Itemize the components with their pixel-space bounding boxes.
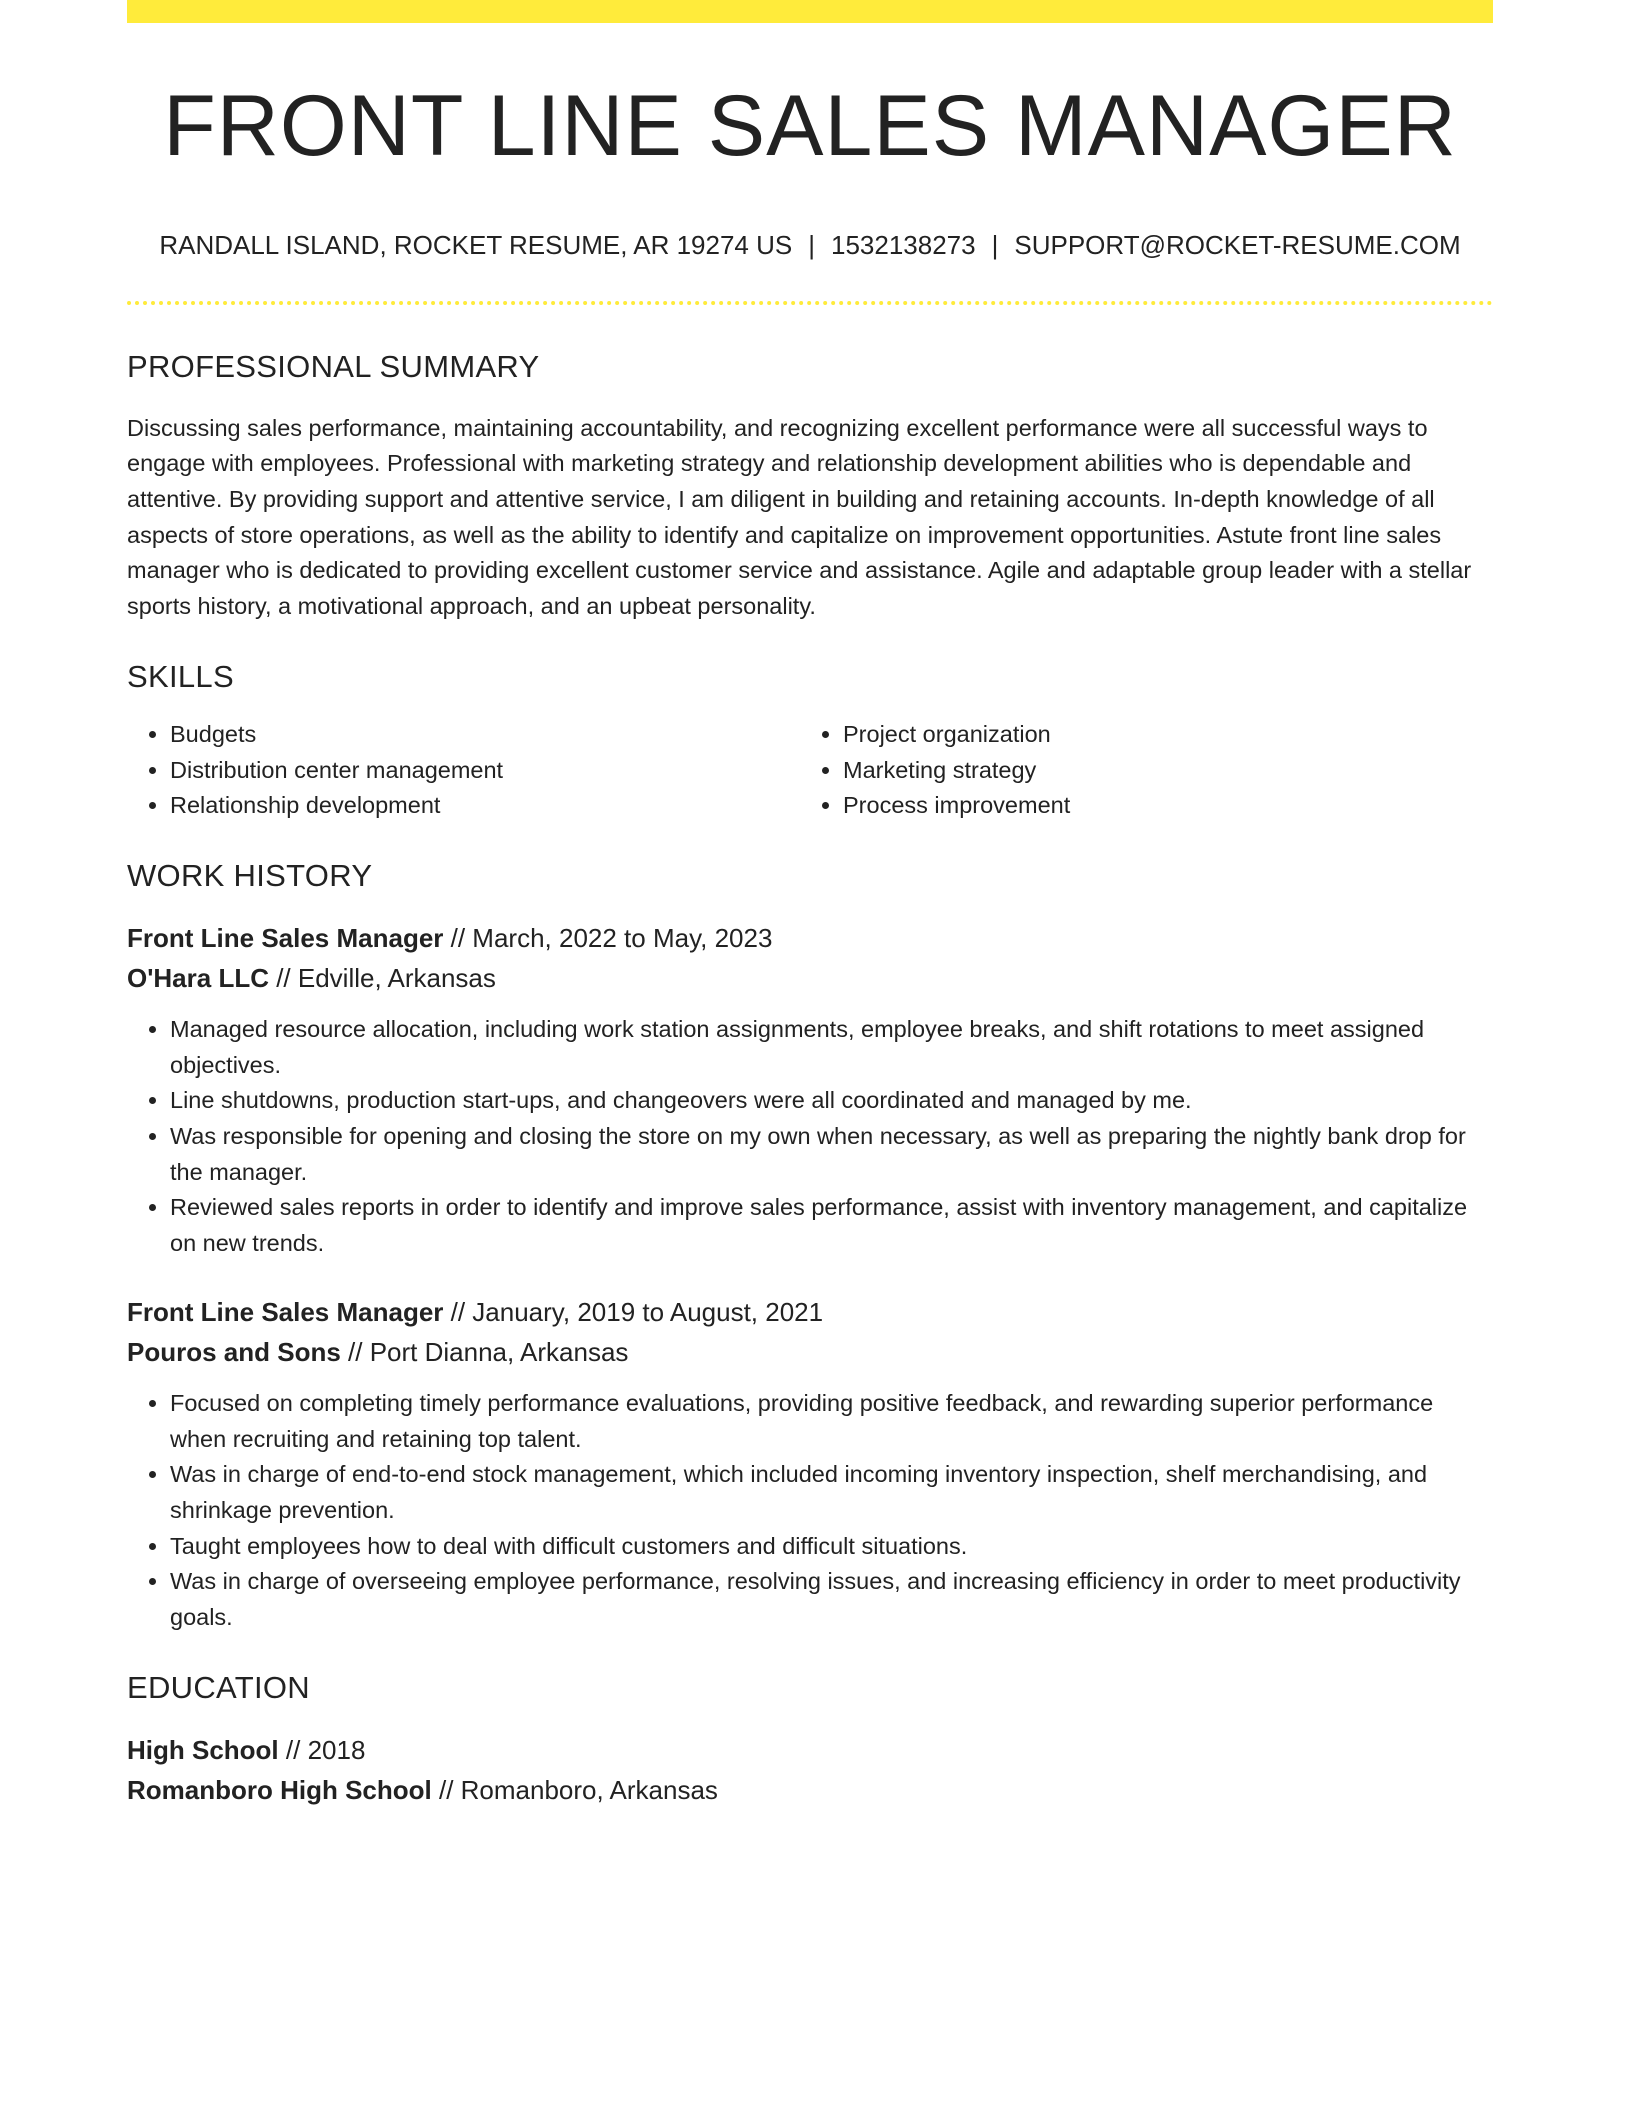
skill-item: • Budgets [170, 717, 800, 753]
company-line [127, 958, 1493, 998]
skills-list [127, 717, 1493, 824]
company-line [127, 1332, 1493, 1372]
job-bullet: • Reviewed sales reports in order to identify and improve sales performance, assist with inventory management, and capitalize on new trends. [170, 1190, 1493, 1261]
job-title: Front Line Sales Manager [127, 922, 444, 953]
job-title-line [127, 918, 1493, 958]
company-name: Pouros and Sons [127, 1336, 341, 1367]
degree: High School [127, 1734, 279, 1765]
skill-item: • Process improvement [843, 788, 1473, 824]
resume-page [127, 0, 1493, 1810]
phone: 1532138273 [830, 229, 976, 260]
job-bullet: • Managed resource allocation, including work station assignments, employee breaks, and shift rotations to meet assigned objectives. [170, 1012, 1493, 1083]
education-entry [127, 1730, 1493, 1810]
job-title-line [127, 1292, 1493, 1332]
job-bullet: • Was in charge of end-to-end stock management, which included incoming inventory inspection, shelf merchandising, and shrinkage prevention. [170, 1457, 1493, 1528]
job-dates: // January, 2019 to August, 2021 [443, 1296, 824, 1327]
company-location: // Port Dianna, Arkansas [340, 1336, 629, 1367]
job-title: Front Line Sales Manager [127, 1296, 444, 1327]
school-location: // Romanboro, Arkansas [431, 1774, 718, 1805]
separator: | [991, 229, 999, 260]
skill-item: • Marketing strategy [843, 753, 1473, 789]
summary-text: Discussing sales performance, maintaining accountability, and recognizing excellent performance were all successful ways to engage with employees. Professional with marketing strategy and relationship development abilities who is dependable and attentive. By providing support and attentive service, I am diligent in building and retaining accounts. In-depth knowledge of all aspects of store operations, as well as the ability to identify and capitalize on improvement opportunities. Astute front line sales manager who is dedicated to providing excellent customer service and assistance. Agile and adaptable group leader with a stellar sports history, a motivational approach, and an upbeat personality. [127, 414, 1472, 620]
graduation-year: // 2018 [278, 1734, 366, 1765]
job-bullet: • Focused on completing timely performance evaluations, providing positive feedback, and rewarding superior performance when recruiting and retaining top talent. [170, 1386, 1493, 1457]
skills-column-left [127, 717, 800, 824]
job-bullet: • Was in charge of overseeing employee performance, resolving issues, and increasing efficiency in order to meet productivity goals. [170, 1564, 1493, 1635]
company-name: O'Hara LLC [127, 962, 269, 993]
work-entry [127, 1292, 1493, 1636]
school-name: Romanboro High School [127, 1774, 432, 1805]
job-bullet: • Was responsible for opening and closing the store on my own when necessary, as well as preparing the nightly bank drop for the manager. [170, 1119, 1493, 1190]
skills-column-right [800, 717, 1473, 824]
skill-item: • Distribution center management [170, 753, 800, 789]
skill-item: • Relationship development [170, 788, 800, 824]
contact-line [127, 230, 1493, 261]
job-bullets [127, 1386, 1493, 1636]
section-heading-summary: PROFESSIONAL SUMMARY [127, 348, 540, 384]
job-bullets [127, 1012, 1493, 1262]
address: RANDALL ISLAND, ROCKET RESUME, AR 19274 US [159, 229, 793, 260]
degree-line [127, 1730, 1493, 1770]
job-bullet: • Taught employees how to deal with difficult customers and difficult situations. [170, 1529, 1493, 1565]
email: SUPPORT@ROCKET-RESUME.COM [1014, 229, 1461, 260]
section-heading-skills: SKILLS [127, 658, 234, 694]
company-location: // Edville, Arkansas [268, 962, 496, 993]
separator: | [808, 229, 815, 260]
resume-title: FRONT LINE SALES MANAGER [163, 78, 1457, 174]
work-entry [127, 918, 1493, 1262]
accent-top-bar [127, 0, 1493, 23]
section-heading-education: EDUCATION [127, 1669, 310, 1705]
dotted-divider [127, 301, 1493, 305]
section-heading-work: WORK HISTORY [127, 857, 373, 893]
job-bullet: • Line shutdowns, production start-ups, and changeovers were all coordinated and managed by me. [170, 1083, 1493, 1119]
skill-item: • Project organization [843, 717, 1473, 753]
school-line [127, 1770, 1493, 1810]
job-dates: // March, 2022 to May, 2023 [443, 922, 773, 953]
